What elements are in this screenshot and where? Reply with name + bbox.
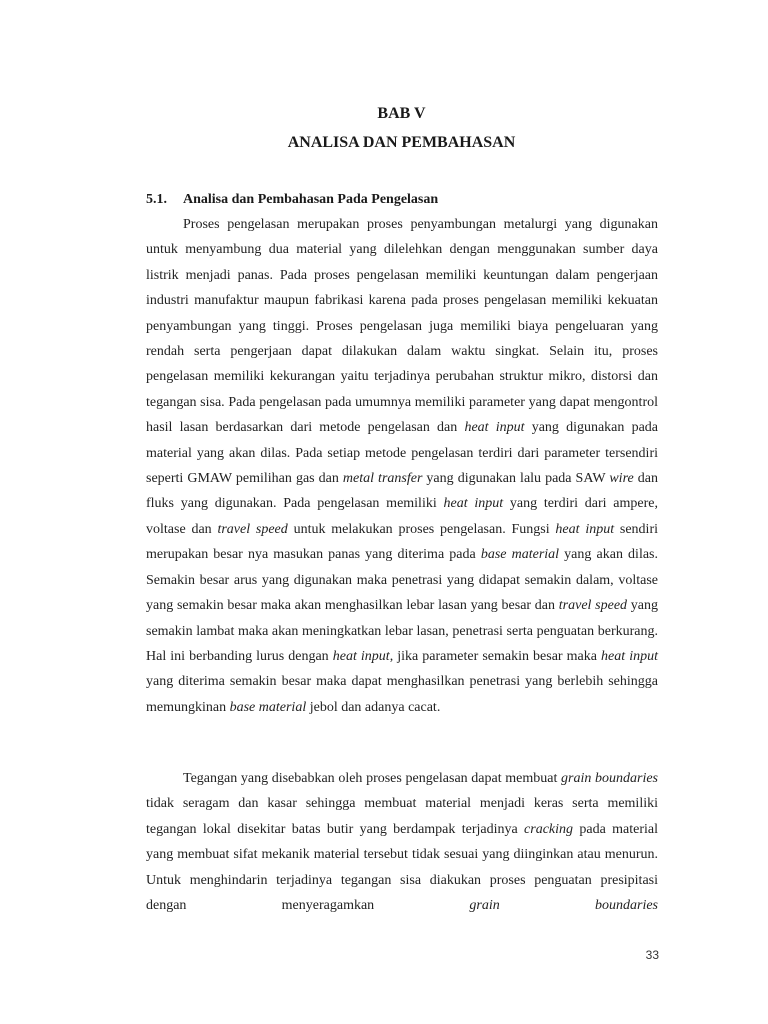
text-run: yang digunakan pada material yang akan dilas. Pada setiap metode pengelasan terdiri dari parameter tersendiri seperti GMAW pemilihan gas dan <box>146 420 658 487</box>
section-title: Analisa dan Pembahasan Pada Pengelasan <box>183 192 439 207</box>
italic-term: travel speed <box>558 598 628 614</box>
text-run: yang akan dilas. Semakin besar arus yang digunakan maka penetrasi yang didapat semakin dalam, voltase yang semakin besar maka akan menghasilkan lebar lasan yang besar dan <box>146 547 658 614</box>
text-run: yang diterima semakin besar maka dapat menghasilkan penetrasi yang berlebih sehingga memungkinan <box>146 674 658 715</box>
italic-term: base material <box>480 547 560 563</box>
text-run: tidak seragam dan kasar sehingga membuat material menjadi keras serta memiliki tegangan lokal disekitar batas butir yang berdampak terjadinya <box>146 796 658 837</box>
text-run: , jika parameter semakin besar maka <box>389 648 602 664</box>
italic-term: heat input <box>601 648 658 664</box>
italic-term: cracking <box>524 821 574 837</box>
text-run: yang terdiri dari ampere, voltase dan <box>146 496 658 537</box>
chapter-label: BAB V <box>377 105 426 122</box>
text-run: sendiri merupakan besar nya masukan panas yang diterima pada <box>146 521 659 563</box>
text-run: yang digunakan lalu pada SAW <box>422 471 610 487</box>
italic-term: heat input <box>332 648 390 664</box>
paragraph-1 <box>146 212 658 720</box>
page-number: 33 <box>645 948 659 962</box>
section-number: 5.1. <box>146 192 167 207</box>
italic-term: travel speed <box>217 521 288 537</box>
text-run: jebol dan adanya cacat. <box>306 699 441 715</box>
italic-term: metal transfer <box>342 471 423 487</box>
text-run: untuk melakukan proses pengelasan. Fungsi <box>287 521 556 537</box>
text-run: pada material yang membuat sifat mekanik material tersebut tidak sesuai yang diinginkan atau menurun. Untuk menghindarin terjadinya tegangan sisa diakukan proses penguatan presipitasi dengan menyeragamkan <box>146 821 658 914</box>
italic-term: heat input <box>464 420 525 436</box>
italic-term: grain boundaries <box>561 771 658 786</box>
italic-term: heat input <box>443 496 504 512</box>
text-run: dan fluks yang digunakan. Pada pengelasan memiliki <box>146 471 658 512</box>
chapter-title: ANALISA DAN PEMBAHASAN <box>287 134 516 151</box>
paragraph-2 <box>146 766 658 918</box>
text-run: yang semakin lambat maka akan meningkatkan lebar lasan, penetrasi serta penguatan berkurang. Hal ini berbanding lurus dengan <box>146 598 659 664</box>
italic-term: grain boundaries <box>469 898 658 914</box>
italic-term: wire <box>609 471 634 487</box>
italic-term: base material <box>229 699 307 715</box>
section-heading <box>146 189 438 211</box>
italic-term: heat input <box>555 521 615 537</box>
text-run: Tegangan yang disebabkan oleh proses pengelasan dapat membuat <box>183 771 562 786</box>
text-run: Proses pengelasan merupakan proses penyambungan metalurgi yang digunakan untuk menyambung dua material yang dilelehkan dengan menggunakan sumber daya listrik menjadi panas. Pada proses pengelasan memiliki keuntungan dalam pengerjaan industri manufaktur maupun fabrikasi karena pada proses pengelasan memiliki kekuatan penyambungan yang tinggi. Proses pengelasan juga memiliki biaya pengeluaran yang rendah serta pengerjaan dapat dilakukan dalam waktu singkat. Selain itu, proses pengelasan memiliki kekurangan yaitu terjadinya perubahan struktur mikro, distorsi dan tegangan sisa. Pada pengelasan pada umumnya memiliki parameter yang dapat mengontrol hasil lasan berdasarkan dari metode pengelasan dan <box>146 217 658 436</box>
